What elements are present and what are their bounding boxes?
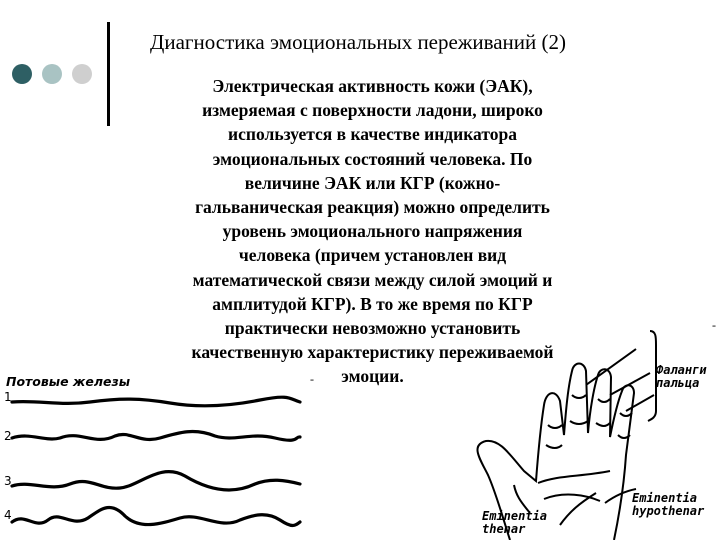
decor-dot-mid [42,64,62,84]
label-thenar-line2: thenar [482,522,526,536]
wave-line-4 [12,507,300,525]
sweat-wave-illustration [0,380,310,540]
body-line: эмоции. [341,366,404,387]
body-line: амплитудой КГР). В то же время по КГР [212,293,533,314]
body-line: человека (причем установлен вид [238,245,507,266]
wave-line-3 [12,472,300,490]
title-divider [107,22,110,126]
label-hypothenar-line1: Eminentia [632,491,698,505]
body-line: качественную характеристику переживаемой [191,342,554,363]
stray-mark: - [310,372,314,386]
label-phalanges [656,364,707,390]
label-eminentia-hypothenar [632,492,704,518]
label-thenar-line1: Eminentia [482,509,548,523]
body-line: уровень эмоционального напряжения [222,221,523,242]
body-line: используется в качестве индикатора [228,124,517,145]
label-phalanges-line2: пальца [656,376,700,390]
body-line: математической связи между силой эмоций и [192,269,553,290]
wave-number: 2 [4,429,12,443]
label-phalanges-line1: Фаланги [656,363,707,377]
wave-line-1 [12,397,300,406]
body-line: эмоциональных состояний человека. По [212,148,533,169]
slide-title: Диагностика эмоциональных переживаний (2) [150,30,566,54]
stray-mark: - [712,318,716,332]
wave-figure-title: Потовые железы [6,374,131,389]
decor-dot-light [72,64,92,84]
wave-number: 4 [4,508,12,522]
wave-line-2 [12,432,300,441]
body-line: Электрическая активность кожи (ЭАК), [212,76,533,96]
label-hypothenar-line2: hypothenar [632,504,705,518]
body-line: величине ЭАК или КГР (кожно- [244,172,501,193]
wave-number: 3 [4,474,12,488]
decor-dot-dark [12,64,32,84]
body-line: гальваническая реакция) можно определить [195,197,550,218]
wave-number: 1 [4,390,12,404]
label-eminentia-thenar [482,510,547,536]
body-line: измеряемая с поверхности ладони, широко [202,100,543,121]
body-line: практически невозможно установить [224,318,521,339]
